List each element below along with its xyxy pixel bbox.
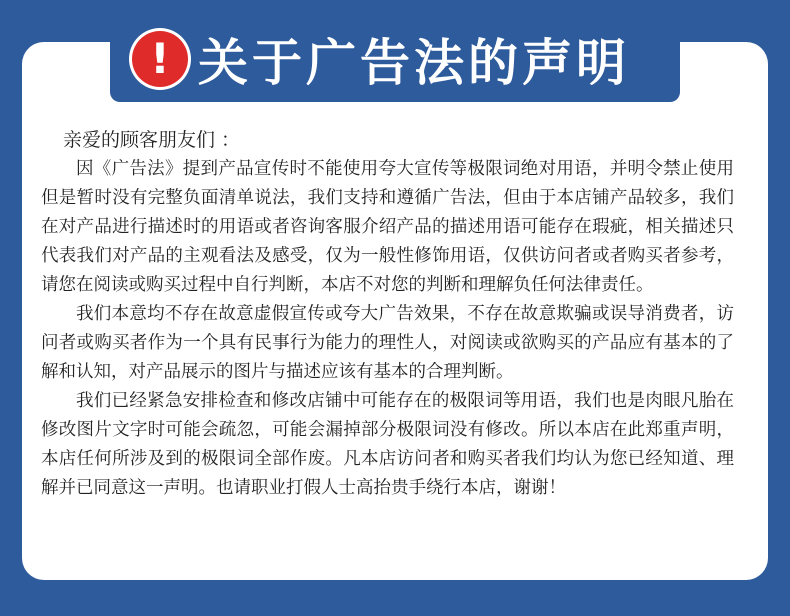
header — [132, 28, 630, 90]
paragraph-1: 因《广告法》提到产品宣传时不能使用夸大宣传等极限词绝对用语，并明令禁止使用但是暂时没有完整负面清单说法，我们支持和遵循广告法，但由于本店铺产品较多，我们在对产品进行描述时的用语或者咨询客服介绍产品的描述用语可能存在瑕疵，相关描述只代表我们对产品的主观看法及感受，仅为一般性修饰用语，仅供访问者或者购买者参考，请您在阅读或购买过程中自行判断，本店不对您的判断和理解负任何法律责任。 — [41, 159, 734, 295]
statement-body — [41, 125, 734, 503]
tab-left-notch — [96, 18, 110, 34]
paragraph-3: 我们已经紧急安排检查和修改店铺中可能存在的极限词等用语，我们也是肉眼凡胎在修改图片文字时可能会疏忽，可能会漏掉部分极限词没有修改。所以本店在此郑重声明，本店任何所涉及到的极限词全部作废。凡本店访问者和购买者我们均认为您已经知道、理解并已同意这一声明。也请职业打假人士高抬贵手绕行本店，谢谢！ — [41, 391, 734, 498]
paragraph-2: 我们本意均不存在故意虚假宣传或夸大广告效果，不存在故意欺骗或误导消费者，访问者或购买者作为一个具有民事行为能力的理性人，对阅读或欲购买的产品应有基本的了解和认知，对产品展示的图片与描述应该有基本的合理判断。 — [41, 304, 734, 382]
exclamation-icon: ! — [132, 31, 188, 87]
greeting: 亲爱的顾客朋友们 ： — [63, 129, 241, 151]
page-title: 关于广告法的声明 — [198, 34, 630, 92]
tab-right-notch — [680, 18, 694, 34]
